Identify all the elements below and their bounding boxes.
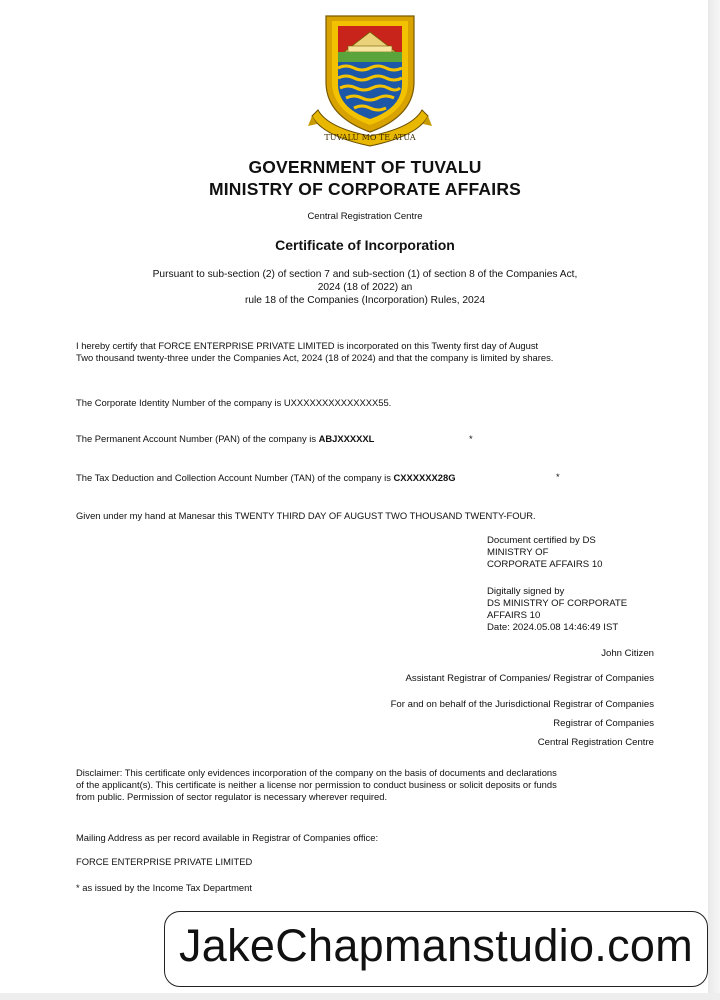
pan-statement bbox=[76, 433, 374, 445]
centre-line: Central Registration Centre bbox=[537, 737, 654, 748]
emblem-motto: TUVALU MO TE ATUA bbox=[324, 133, 416, 142]
pan-label: The Permanent Account Number (PAN) of the company is bbox=[76, 433, 319, 444]
given-statement: Given under my hand at Manesar this TWENTY THIRD DAY OF AUGUST TWO THOUSAND TWENTY-FOUR. bbox=[76, 510, 536, 521]
certify-line-1: I hereby certify that FORCE ENTERPRISE PRIVATE LIMITED is incorporated on this Twenty first day of August bbox=[76, 340, 539, 351]
tan-label: The Tax Deduction and Collection Account Number (TAN) of the company is bbox=[76, 472, 394, 483]
disclaimer-line-3: from public. Permission of sector regulator is necessary wherever required. bbox=[76, 791, 388, 802]
page-edge-shadow bbox=[708, 0, 720, 1000]
signed-line-3: AFFAIRS 10 bbox=[487, 610, 541, 621]
certified-line-2: MINISTRY OF bbox=[487, 547, 549, 558]
disclaimer-line-2: of the applicant(s). This certificate is neither a license nor permission to conduct business or solicit deposits or funds bbox=[76, 779, 557, 790]
certify-line-2: Two thousand twenty-three under the Companies Act, 2024 (18 of 2024) and that the company is limited by shares. bbox=[76, 352, 554, 363]
coat-of-arms-emblem bbox=[308, 12, 432, 152]
signatory-name: John Citizen bbox=[601, 648, 654, 659]
pursuant-line-3: rule 18 of the Companies (Incorporation) Rules, 2024 bbox=[244, 295, 486, 306]
disclaimer bbox=[76, 767, 636, 803]
page-bottom-edge bbox=[0, 993, 720, 1000]
tan-value: CXXXXXX28G bbox=[393, 472, 456, 483]
pan-value: ABJXXXXXL bbox=[318, 433, 375, 444]
certified-by-block bbox=[487, 535, 603, 571]
certified-line-3: CORPORATE AFFAIRS 10 bbox=[487, 559, 603, 570]
signed-date: Date: 2024.05.08 14:46:49 IST bbox=[487, 622, 619, 633]
registration-centre-label: Central Registration Centre bbox=[307, 211, 423, 222]
pan-asterisk: * bbox=[469, 433, 473, 444]
government-heading: GOVERNMENT OF TUVALU bbox=[248, 157, 482, 177]
signatory-designation: Assistant Registrar of Companies/ Registrar of Companies bbox=[405, 673, 654, 684]
on-behalf-line: For and on behalf of the Jurisdictional Registrar of Companies bbox=[390, 699, 654, 710]
pursuant-line-2: 2024 (18 of 2022) an bbox=[317, 282, 413, 293]
mailing-address-value: FORCE ENTERPRISE PRIVATE LIMITED bbox=[76, 856, 253, 867]
signed-line-2: DS MINISTRY OF CORPORATE bbox=[487, 598, 628, 609]
tan-asterisk: * bbox=[556, 471, 560, 482]
pursuant-line-1: Pursuant to sub-section (2) of section 7 and sub-section (1) of section 8 of the Companies Act, bbox=[152, 269, 578, 280]
certified-line-1: Document certified by DS bbox=[487, 535, 596, 546]
digital-signature-block bbox=[487, 586, 627, 634]
disclaimer-line-1: Disclaimer: This certificate only evidences incorporation of the company on the basis of documents and declarations bbox=[76, 767, 557, 778]
certificate-title: Certificate of Incorporation bbox=[275, 237, 455, 253]
pursuant-clause bbox=[95, 268, 635, 307]
certification-paragraph bbox=[76, 340, 553, 364]
registrar-line: Registrar of Companies bbox=[553, 718, 654, 729]
watermark-text: JakeChapmanstudio.com bbox=[178, 920, 694, 971]
signed-line-1: Digitally signed by bbox=[487, 586, 565, 597]
ministry-heading: MINISTRY OF CORPORATE AFFAIRS bbox=[208, 179, 522, 199]
watermark-box bbox=[164, 911, 708, 987]
cin-statement: The Corporate Identity Number of the company is UXXXXXXXXXXXXXX55. bbox=[76, 397, 392, 408]
mailing-address-label: Mailing Address as per record available in Registrar of Companies office: bbox=[76, 832, 379, 843]
footnote: * as issued by the Income Tax Department bbox=[76, 882, 252, 893]
tan-statement bbox=[76, 472, 456, 484]
